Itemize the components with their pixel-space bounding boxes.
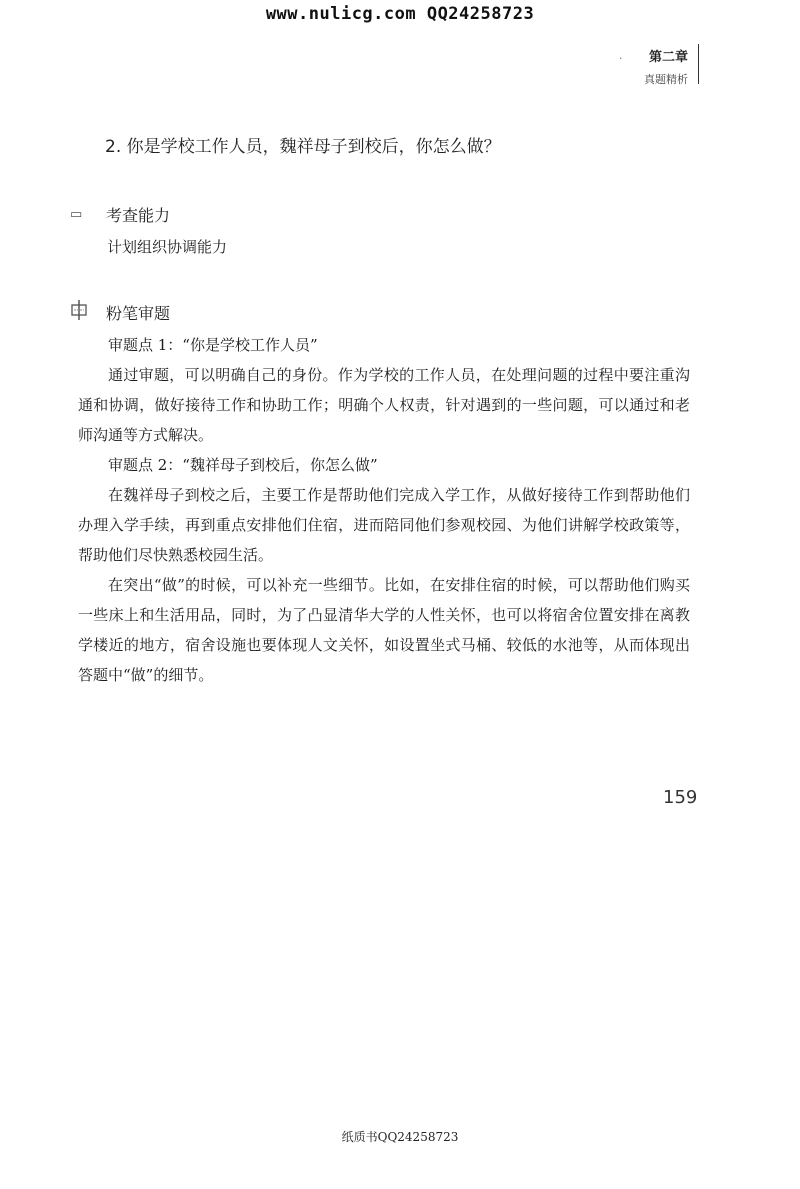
review-heading-text: 粉笔审题 [106, 303, 171, 323]
review-point-1-text: 通过审题，可以明确自己的身份。作为学校的工作人员，在处理问题的过程中要注重沟通和协调，做好接待工作和协助工作；明确个人权责，针对遇到的一些问题，可以通过和老师沟通等方式解决。 [78, 366, 690, 444]
review-body [78, 330, 690, 690]
running-head-dot: · [619, 52, 623, 65]
bullet-icon: ▭ [70, 207, 83, 222]
review-point-1-label: 审题点 1：“你是学校工作人员” [108, 336, 318, 354]
top-watermark: www.nulicg.com QQ24258723 [265, 4, 535, 24]
review-point-2-label: 审题点 2：“魏祥母子到校后，你怎么做” [108, 456, 378, 474]
ability-heading [70, 203, 170, 226]
chapter-label: 第二章 [648, 50, 688, 65]
section-label: 真题精析 [644, 73, 688, 86]
bottom-watermark: 纸质书QQ24258723 [341, 1130, 459, 1144]
review-heading [70, 299, 170, 325]
review-extra-text: 在突出“做”的时候，可以补充一些细节。比如，在安排住宿的时候，可以帮助他们购买一些床上和生活用品，同时，为了凸显清华大学的人性关怀，也可以将宿舍位置安排在离教学楼近的地方，宿舍设施也要体现人文关怀，如设置坐式马桶、较低的水池等，从而体现出答题中“做”的细节。 [78, 576, 690, 684]
ability-heading-text: 考查能力 [106, 206, 171, 225]
running-head [644, 46, 688, 87]
question-title: 2. 你是学校工作人员，魏祥母子到校后，你怎么做？ [105, 137, 501, 157]
ability-text: 计划组织协调能力 [107, 238, 228, 256]
running-head-rule [698, 44, 699, 84]
chalk-icon [70, 299, 92, 325]
review-point-2-text: 在魏祥母子到校之后，主要工作是帮助他们完成入学工作，从做好接待工作到帮助他们办理入学手续，再到重点安排他们住宿，进而陪同他们参观校园、为他们讲解学校政策等，帮助他们尽快熟悉校园生活。 [78, 486, 690, 564]
page-number: 159 [663, 787, 698, 808]
